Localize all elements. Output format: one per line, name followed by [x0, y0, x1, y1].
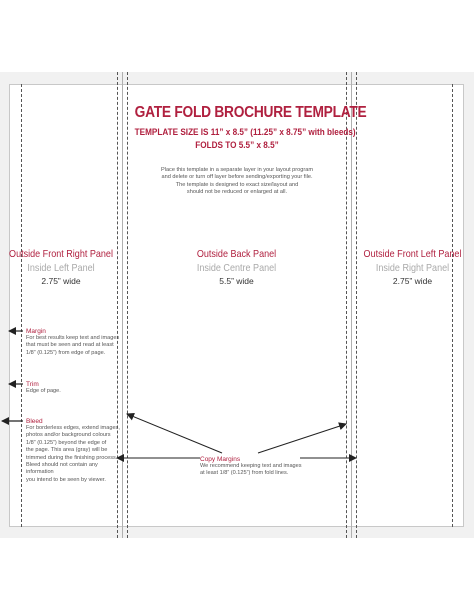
panel-right-sub: Inside Right Panel: [375, 262, 450, 274]
instruction-line: should not be reduced or enlarged at all.: [186, 189, 288, 196]
panel-center-width: 5.5” wide: [219, 276, 254, 286]
bleed-note-line: you intend to be seen by viewer.: [26, 476, 106, 483]
copy-margin-arrow-upper-right: [258, 424, 346, 453]
folds-line: FOLDS TO 5.5” x 8.5”: [195, 140, 279, 151]
margin-note-title: Margin: [26, 328, 46, 335]
margin-note-line: For best results keep text and images: [26, 335, 120, 341]
bleed-note-line: Bleed should not contain any information: [26, 462, 98, 476]
trim-note-line: Edge of page.: [26, 388, 61, 394]
bleed-note-line: photos and/or background colours: [26, 432, 111, 439]
panel-left-width: 2.75” wide: [41, 276, 81, 286]
instruction-line: and delete or turn off layer before sending/exporting your file.: [161, 174, 313, 181]
panel-right-width: 2.75” wide: [392, 276, 433, 286]
margin-note-line: that must be seen and read at least: [26, 342, 114, 349]
panel-left-title: Outside Front Right Panel: [9, 248, 113, 260]
panel-left-sub: Inside Left Panel: [27, 262, 95, 274]
bleed-note-title: Bleed: [26, 418, 43, 425]
margin-note-line: 1/8” (0.125”) from edge of page.: [26, 349, 106, 356]
copy-margins-note-title: Copy Margins: [200, 456, 241, 463]
copy-margin-arrow-upper-left: [127, 414, 222, 453]
panel-center-title: Outside Back Panel: [196, 248, 277, 260]
template-size-line: TEMPLATE SIZE IS 11” x 8.5” (11.25” x 8.75” with bleeds): [134, 127, 356, 138]
bleed-note-line: 1/8” (0.125”) beyond the edge of: [26, 439, 107, 446]
panel-center-sub: Inside Centre Panel: [196, 262, 277, 274]
bleed-note-line: For borderless edges, extend images,: [26, 425, 120, 431]
bleed-note-line: the page. This area (gray) will be: [26, 447, 108, 454]
panel-right-title: Outside Front Left Panel: [363, 248, 462, 260]
trim-note-title: Trim: [26, 381, 39, 388]
page-title: GATE FOLD BROCHURE TEMPLATE: [134, 104, 367, 121]
bleed-note-line: trimmed during the finishing process.: [26, 454, 118, 461]
instruction-line: Place this template in a separate layer in your layout program: [160, 167, 314, 173]
copy-margins-note-line: at least 1/8” (0.125”) from fold lines.: [200, 470, 289, 477]
copy-margins-note-line: We recommend keeping text and images: [200, 463, 302, 469]
instruction-line: The template is designed to exact size/layout and: [175, 181, 299, 188]
